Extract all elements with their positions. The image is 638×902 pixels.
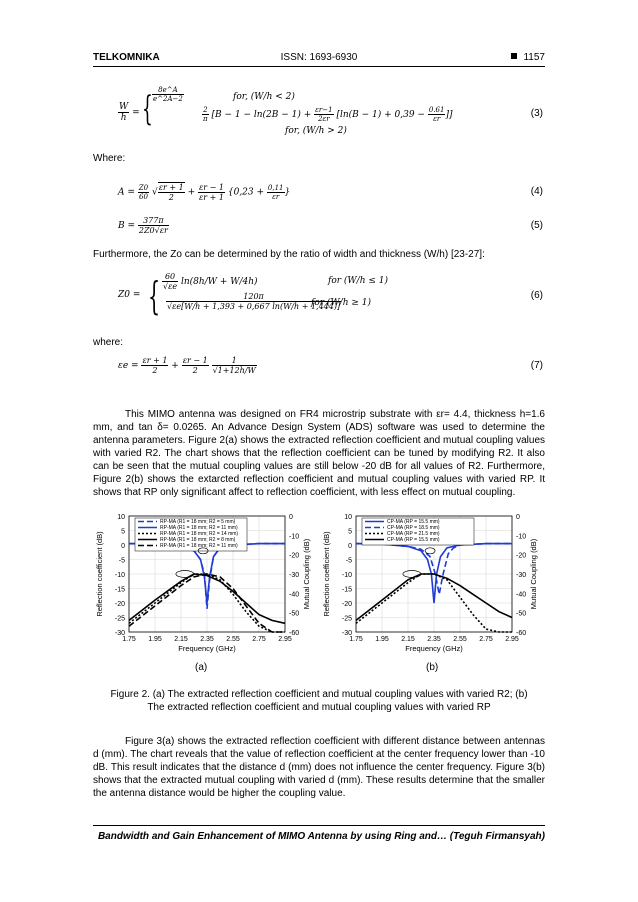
legend-entry: CP-MA (RP = 21.5 mm): [387, 531, 440, 537]
y-right-tick-label: -50: [516, 610, 527, 618]
x-tick-label: 2.15: [174, 636, 188, 643]
subfigure-a-label: (a): [195, 662, 208, 673]
subfigure-b-label: (b): [426, 662, 439, 673]
eq6-number: (6): [530, 290, 543, 301]
eq3-case1-cond: for, (W/h < 2): [233, 92, 295, 102]
y-left-tick-label: 0: [121, 543, 125, 550]
y-left-tick-label: 0: [348, 543, 352, 550]
z0-intro: Furthermore, the Zo can be determined by the ratio of width and thickness (W/h) [23-27]:: [93, 249, 485, 260]
equation-7: [118, 352, 543, 382]
x-tick-label: 1.95: [148, 636, 162, 643]
y-right-tick-label: -20: [516, 552, 527, 560]
eq5-number: (5): [530, 220, 543, 231]
x-tick-label: 1.75: [349, 636, 363, 643]
x-axis-label: Frequency (GHz): [178, 644, 236, 653]
x-tick-label: 2.75: [252, 636, 266, 643]
y-left-tick-label: -25: [341, 615, 352, 623]
x-tick-label: 2.95: [278, 636, 292, 643]
journal-name: TELKOMNIKA: [93, 52, 160, 63]
y-right-tick-label: -20: [289, 552, 300, 560]
y-right-tick-label: -30: [289, 572, 300, 579]
y-right-tick-label: 0: [289, 514, 293, 521]
y-left-axis-label: Reflection coefficient (dB): [322, 531, 331, 617]
eq7-number: (7): [530, 360, 543, 371]
eq3-lhs: $\frac{W}{h}$ =: [119, 102, 140, 123]
x-tick-label: 2.75: [479, 636, 493, 643]
y-left-axis-label: Reflection coefficient (dB): [95, 531, 104, 617]
y-left-tick-label: -20: [114, 601, 125, 608]
legend-entry: CP-MA (RP = 18.5 mm): [387, 525, 440, 531]
eq4-body: A = $\frac{Z0}{60}$ √ $\frac{\varepsilon r + 1}{2}$ + $\frac{\varepsilon r - 1}{\varepsilon r + 1}$ {0,23 + $\frac{0,11}{\varepsilon r}$ }: [118, 182, 291, 202]
x-tick-label: 2.15: [401, 636, 415, 643]
header-rule: [93, 66, 545, 67]
equation-6: [118, 268, 543, 326]
equation-3: [118, 84, 543, 140]
y-left-tick-label: -10: [114, 572, 125, 579]
x-tick-label: 2.55: [453, 636, 467, 643]
eq6-brace: {: [148, 274, 161, 318]
equation-5: [118, 210, 543, 240]
page-number-wrap: [511, 52, 545, 63]
eq6-case2: $\frac{120\pi}{√\varepsilon e[W/h + 1,393 + 0,667 \ln(W/h + 1,444)]}$: [167, 292, 341, 311]
equation-4: [118, 172, 543, 206]
y-right-tick-label: -50: [289, 610, 300, 618]
x-tick-label: 2.95: [505, 636, 519, 643]
page-number: 1157: [523, 52, 545, 63]
y-right-tick-label: -40: [289, 591, 300, 599]
annotation-ellipse: [425, 548, 435, 554]
y-left-tick-label: -15: [341, 586, 352, 594]
footer-rule: [93, 825, 545, 826]
where-label-2: where:: [93, 337, 124, 348]
paragraph-2: Figure 3(a) shows the extracted reflection coefficient with different distance between antennas d (mm). The chart reveals that the value of reflection coefficient at the center frequency lower than -10 dB. This result indicates that the distance d (mm) does not influence the center frequency. Figure 3(b) shows that the extracted mutual coupling with varied d (mm). These results determine that the smaller the antenna distance would be higher the coupling value.: [93, 736, 545, 799]
legend-entry: CP-MA (RP = 15.5 mm): [387, 519, 440, 525]
paragraph-1: This MIMO antenna was designed on FR4 microstrip substrate with εr= 4.4, thickness h=1.6 mm, and tan δ= 0.0265. An Advance Design System (ADS) software was used to determine the antenna parameters. Figure 2(a) shows the extracted reflection coefficient and mutual coupling values with varied R2. The chart shows that the reflection coefficient can be tuned by modifying R2. It also can be seen that the mutual coupling values are still below -20 dB for all values of R2. Furthermore, Figure 2(b) shows the extarcted reflection coefficient and mutual coupling values with varied RP. It shows that RP only significant affect to reflection coefficient, with less effect on mutual coupling.: [93, 409, 545, 498]
y-left-tick-label: -30: [341, 630, 352, 637]
legend-entry: RP-MA (R1 = 18 mm; R2 = 11 mm): [160, 543, 238, 549]
y-right-tick-label: -40: [516, 591, 527, 599]
eq3-case2: $\frac{2}{\pi}$ [B − 1 − ln(2B − 1) + $\frac{\varepsilon r-1}{2\varepsilon r}$ [ln(B − 1) + 0,39 − $\frac{0.61}{\varepsilon r}$ ]]: [203, 106, 453, 123]
eq3-number: (3): [530, 108, 543, 119]
running-footer: Bandwidth and Gain Enhancement of MIMO Antenna by using Ring and… (Teguh Firmansyah): [97, 831, 545, 842]
y-right-tick-label: -60: [289, 630, 300, 637]
figure-2a-chart: [93, 508, 315, 653]
figure-2b-chart: [320, 508, 542, 653]
legend-entry: RP-MA (R1 = 18 mm; R2 = 8 mm): [160, 537, 236, 543]
y-left-tick-label: 5: [348, 528, 352, 536]
eq6-lhs: Z0 =: [118, 290, 141, 300]
y-left-tick-label: -20: [341, 601, 352, 608]
y-left-tick-label: -10: [341, 572, 352, 579]
y-left-tick-label: -30: [114, 630, 125, 637]
x-tick-label: 1.95: [375, 636, 389, 643]
eq6-case2-cond: for (W/h ≥ 1): [311, 298, 372, 308]
y-left-tick-label: 5: [121, 528, 125, 536]
y-left-tick-label: 10: [117, 514, 125, 521]
eq6-case1-cond: for (W/h ≤ 1): [328, 276, 389, 286]
y-right-tick-label: -60: [516, 630, 527, 637]
y-left-tick-label: -25: [114, 615, 125, 623]
eq4-number: (4): [530, 186, 543, 197]
y-right-axis-label: Mutual Coupling (dB): [529, 538, 538, 610]
y-left-tick-label: -15: [114, 586, 125, 594]
y-left-tick-label: -5: [345, 557, 352, 565]
x-axis-label: Frequency (GHz): [405, 644, 463, 653]
issn: ISSN: 1693-6930: [280, 52, 358, 63]
figure-caption-line-1: Figure 2. (a) The extracted reflection coefficient and mutual coupling values with varied R2; (b): [110, 689, 528, 700]
legend-entry: CP-MA (RP = 15.5 mm): [387, 537, 440, 543]
y-right-axis-label: Mutual Coupling (dB): [302, 538, 311, 610]
legend-entry: RP-MA (R1 = 18 mm; R2 = 11 mm): [160, 525, 238, 531]
legend-entry: RP-MA (R1 = 18 mm; R2 = 5 mm): [160, 519, 236, 525]
eq7-body: εe = $\frac{\varepsilon r + 1}{2}$ + $\frac{\varepsilon r - 1}{2}$ $\frac{1}{√1+12h/W}$: [118, 356, 256, 375]
x-tick-label: 2.55: [226, 636, 240, 643]
y-right-tick-label: -30: [516, 572, 527, 579]
eq6-case1: $\frac{60}{√\varepsilon e}$ ln(8h/W + W/4h): [163, 272, 258, 291]
y-right-tick-label: -10: [289, 533, 300, 541]
y-left-tick-label: 10: [344, 514, 352, 521]
eq3-brace: {: [142, 89, 153, 129]
y-left-tick-label: -5: [118, 557, 125, 565]
x-tick-label: 2.35: [427, 636, 441, 643]
eq3-case1-frac: $\frac{8e\^{}A}{e\^{}2A-2}$: [153, 86, 183, 103]
square-bullet-icon: [511, 53, 517, 59]
where-label-1: Where:: [93, 153, 126, 164]
eq5-body: B = $\frac{377\pi}{2Z0√\varepsilon r}$: [118, 216, 168, 235]
eq3-case2-cond: for, (W/h > 2): [285, 126, 347, 136]
legend-entry: RP-MA (R1 = 18 mm; R2 = 14 mm): [160, 531, 239, 537]
y-right-tick-label: 0: [516, 514, 520, 521]
x-tick-label: 1.75: [122, 636, 136, 643]
y-right-tick-label: -10: [516, 533, 527, 541]
x-tick-label: 2.35: [200, 636, 214, 643]
running-header: [93, 52, 545, 70]
figure-caption-line-2: The extracted reflection coefficient and mutual coupling values with varied RP: [147, 702, 491, 713]
